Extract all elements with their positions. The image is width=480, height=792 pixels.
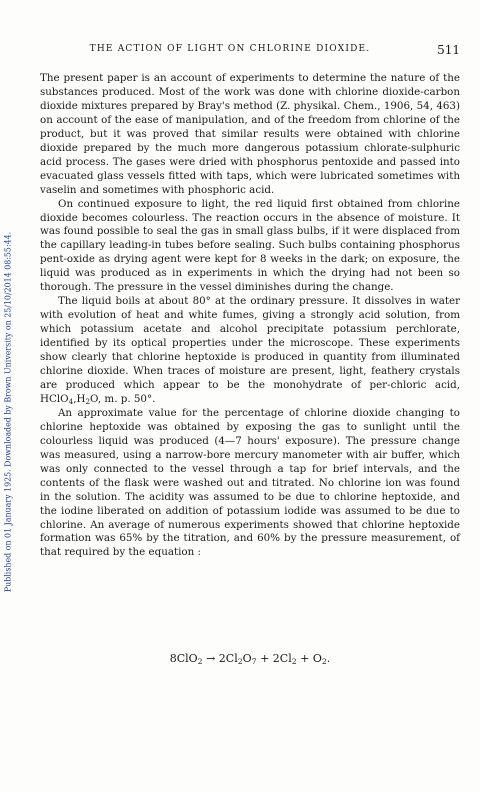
reaction-equation: $8ClO_2 \to 2Cl_2O_7 + 2Cl_2 + O_2$. xyxy=(169,652,331,666)
page-number: 511 xyxy=(437,43,460,57)
page-header xyxy=(40,44,460,60)
paragraph-2: On continued exposure to light, the red liquid first obtained from chlorine dioxide becomes colourless. The reaction occurs in the absence of moisture. It was found possible to seal the gas in small glass bulbs, if it were displaced from the capillary leading-in tubes before sealing. Such bulbs containing phosphorus pent-oxide as drying agent were kept for 8 weeks in the dark; on exposure, the liquid was produced as in experiments in which the drying had not been so thorough. The pressure in the vessel diminishes during the change. xyxy=(40,197,460,294)
paragraph-4: An approximate value for the percentage of chlorine dioxide changing to chlorine heptoxide was obtained by exposing the gas to sunlight until the colourless liquid was produced (4—7 hours' exposure). The pressure change was measured, using a narrow-bore mercury manometer with air buffer, which was only connected to the vessel through a tap for brief intervals, and the contents of the flask were washed out and titrated. No chlorine ion was found in the solution. The acidity was assumed to be due to chlorine heptoxide, and the iodine liberated on addition of potassium iodide was assumed to be due to chlorine. An average of numerous experiments showed that chlorine heptoxide formation was 65% by the titration, and 60% by the pressure measurement, of that required by the equation : xyxy=(40,406,460,559)
running-title: THE ACTION OF LIGHT ON CHLORINE DIOXIDE. xyxy=(89,44,371,54)
watermark-text: Published on 01 January 1925. Downloaded by Brown University on 25/10/2014 08:55:44. xyxy=(3,231,13,593)
download-watermark xyxy=(3,231,18,593)
paragraph-3: The liquid boils at about 80° at the ordinary pressure. It dissolves in water with evolution of heat and white fumes, giving a strongly acid solution, from which potassium acetate and alcohol precipitate potassium perchlorate, identified by its optical properties under the microscope. These experiments show clearly that chlorine heptoxide is produced in quantity from illuminated chlorine dioxide. When traces of moisture are present, light, feathery crystals are produced which appear to be the monohydrate of per-chloric acid, $HClO_4,H_2O$, m. p. 50°. xyxy=(40,295,460,406)
paragraph-1: The present paper is an account of experiments to determine the nature of the substances produced. Most of the work was done with chlorine dioxide-carbon dioxide mixtures prepared by Bray's method (Z. physikal. Chem., 1906, 54, 463) on account of the ease of manipulation, and of the freedom from chlorine of the product, but it was proved that similar results were obtained with chlorine dioxide prepared by the much more dangerous potassium chlorate-sulphuric acid process. The gases were dried with phosphorus pentoxide and passed into evacuated glass vessels fitted with taps, which were lubricated sometimes with vaselin and sometimes with phosphoric acid. xyxy=(40,72,460,196)
article-body xyxy=(40,72,460,560)
